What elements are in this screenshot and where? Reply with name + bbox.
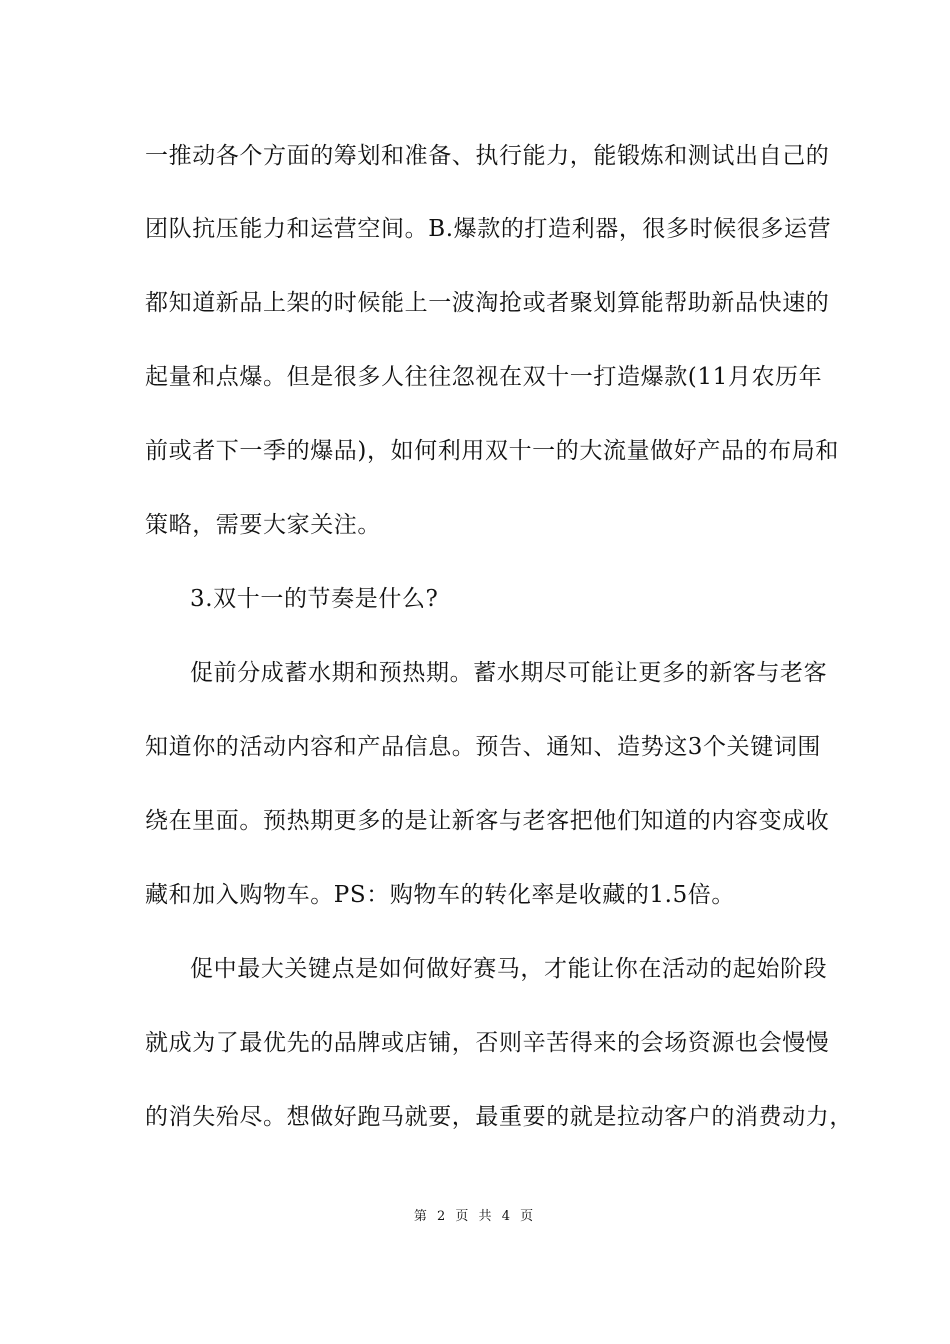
page-footer: 第 2 页 共 4 页 — [413, 1209, 537, 1224]
text-line-11: 藏和加入购物车。PS：购物车的转化率是收藏的1.5倍。 — [145, 882, 736, 908]
section-heading: 3.双十一的节奏是什么? — [190, 586, 439, 612]
text-line-14: 的消失殆尽。想做好跑马就要，最重要的就是拉动客户的消费动力， — [145, 1104, 853, 1130]
text-line-6: 策略，需要大家关注。 — [145, 512, 381, 538]
text-line-9: 知道你的活动内容和产品信息。预告、通知、造势这3个关键词围 — [145, 734, 822, 760]
text-line-4: 起量和点爆。但是很多人往往忽视在双十一打造爆款(11月农历年 — [145, 364, 823, 390]
text-line-2: 团队抗压能力和运营空间。B.爆款的打造利器，很多时候很多运营 — [145, 216, 832, 242]
text-line-5: 前或者下一季的爆品)，如何利用双十一的大流量做好产品的布局和 — [145, 438, 839, 464]
text-line-8: 促前分成蓄水期和预热期。蓄水期尽可能让更多的新客与老客 — [190, 660, 828, 686]
text-line-12: 促中最大关键点是如何做好赛马，才能让你在活动的起始阶段 — [190, 956, 828, 982]
text-line-3: 都知道新品上架的时候能上一波淘抢或者聚划算能帮助新品快速的 — [145, 290, 830, 316]
text-line-13: 就成为了最优先的品牌或店铺，否则辛苦得来的会场资源也会慢慢 — [145, 1030, 830, 1056]
text-line-10: 绕在里面。预热期更多的是让新客与老客把他们知道的内容变成收 — [145, 808, 830, 834]
text-line-1: 一推动各个方面的筹划和准备、执行能力，能锻炼和测试出自己的 — [145, 143, 830, 169]
